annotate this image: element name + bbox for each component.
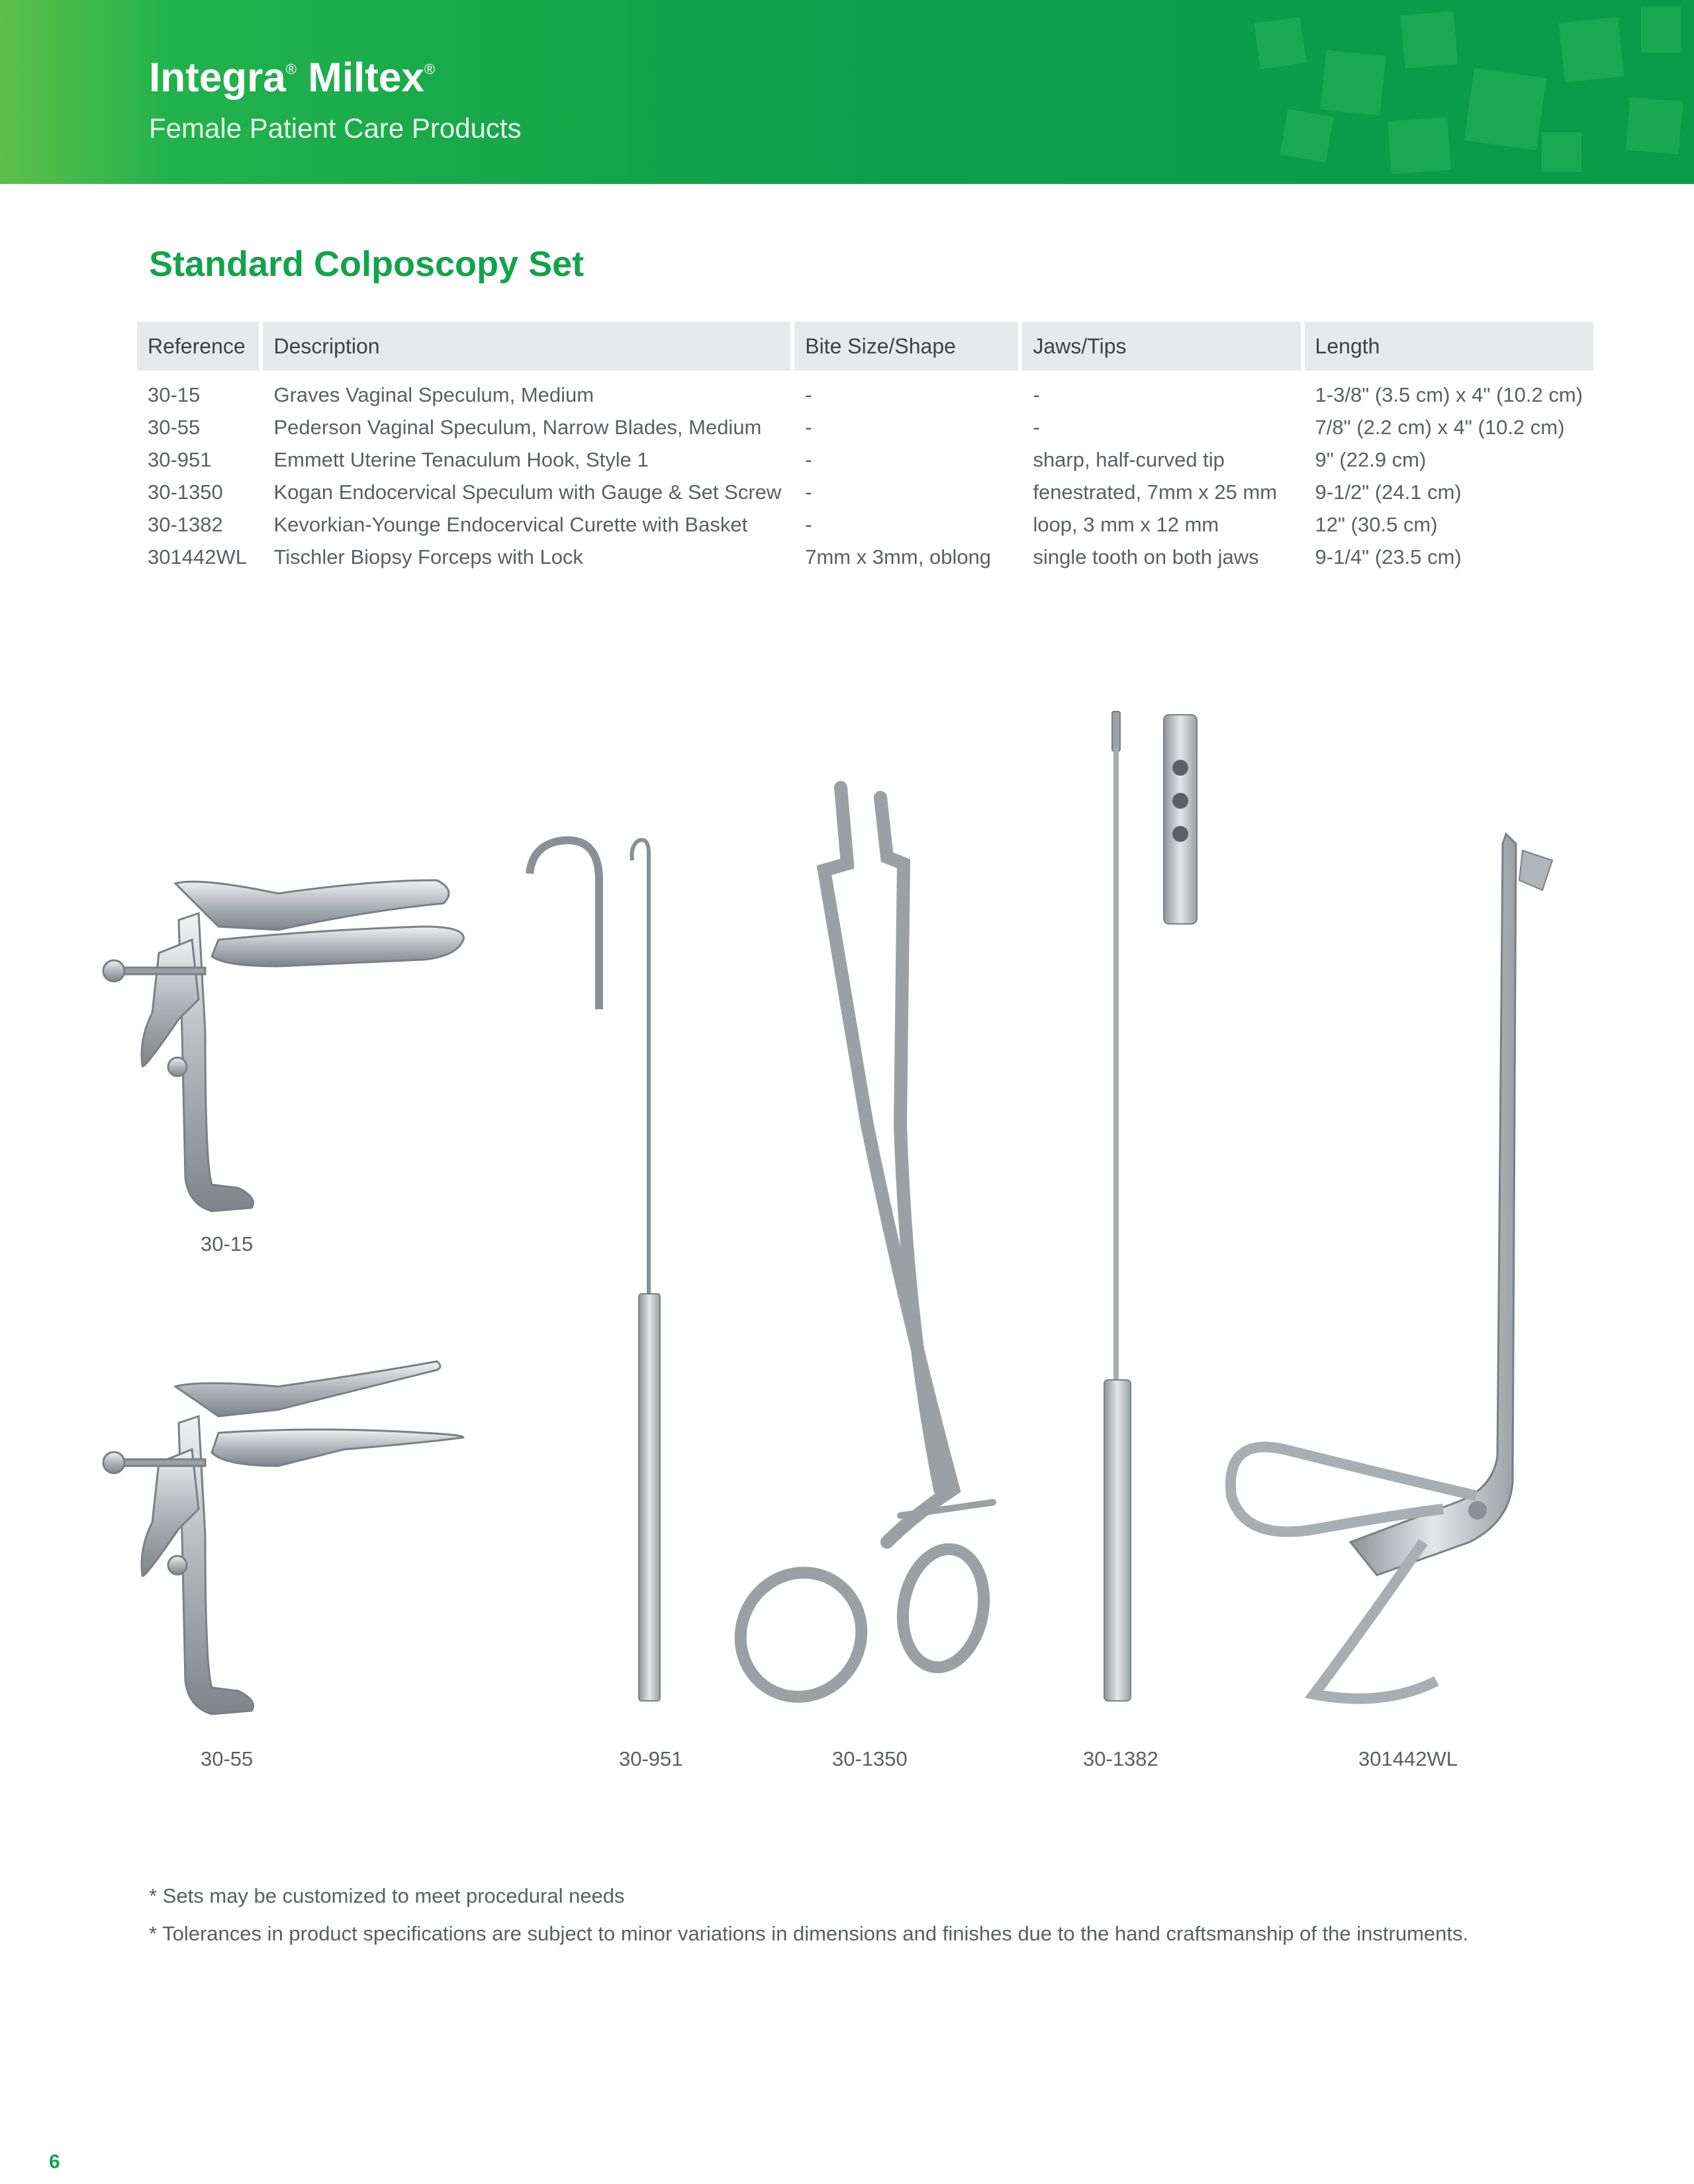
caption-30-1350: 30-1350 xyxy=(832,1747,908,1770)
cell-reference: 30-1382 xyxy=(148,512,223,536)
cell-length: 7/8" (2.2 cm) x 4" (10.2 cm) xyxy=(1315,415,1565,439)
column-header-bite-size: Bite Size/Shape xyxy=(794,322,1022,371)
cell-reference: 30-1350 xyxy=(148,480,223,504)
caption-30-951: 30-951 xyxy=(619,1747,683,1770)
cell-description: Emmett Uterine Tenaculum Hook, Style 1 xyxy=(273,447,649,471)
cell-reference: 30-951 xyxy=(148,447,212,471)
cell-bite-size: - xyxy=(805,415,812,439)
cell-jaws-tips: - xyxy=(1033,415,1040,439)
speculum-30-1350-image xyxy=(718,788,993,1719)
cell-jaws-tips: single tooth on both jaws xyxy=(1033,545,1259,569)
cell-description: Kevorkian-Younge Endocervical Curette with Basket xyxy=(273,512,748,536)
cell-description: Graves Vaginal Speculum, Medium xyxy=(273,383,594,406)
cell-bite-size: 7mm x 3mm, oblong xyxy=(805,545,992,569)
cell-length: 9-1/4" (23.5 cm) xyxy=(1315,545,1462,569)
tenaculum-30-951-image xyxy=(632,840,660,1701)
brand-logo: Integra® Miltex® xyxy=(149,55,436,101)
speculum-30-15-image xyxy=(103,880,463,1211)
section-title: Standard Colposcopy Set xyxy=(149,244,585,284)
forceps-301442WL-image xyxy=(1231,834,1552,1699)
cell-bite-size: - xyxy=(805,480,812,504)
cell-reference: 30-55 xyxy=(148,415,201,439)
cell-reference: 30-15 xyxy=(148,383,201,406)
page-number: 6 xyxy=(49,2151,60,2173)
cell-description: Kogan Endocervical Speculum with Gauge & Set Screw xyxy=(273,480,782,504)
column-header-length: Length xyxy=(1305,322,1593,371)
tenaculum-hook-detail-image xyxy=(530,841,599,1009)
column-header-jaws-tips: Jaws/Tips xyxy=(1022,322,1304,371)
cell-length: 1-3/8" (3.5 cm) x 4" (10.2 cm) xyxy=(1315,383,1583,406)
cell-jaws-tips: loop, 3 mm x 12 mm xyxy=(1033,512,1219,536)
header-subtitle: Female Patient Care Products xyxy=(149,113,522,144)
cell-jaws-tips: - xyxy=(1033,383,1040,406)
cell-length: 12" (30.5 cm) xyxy=(1315,512,1438,536)
cell-bite-size: - xyxy=(805,383,812,406)
footnote-tolerances: * Tolerances in product specifications are subject to minor variations in dimensions and finishes due to the hand craftsmanship of the instruments. xyxy=(149,1922,1469,1945)
cell-length: 9-1/2" (24.1 cm) xyxy=(1315,480,1462,504)
curette-30-1382-image xyxy=(1104,711,1131,1701)
caption-30-55: 30-55 xyxy=(201,1747,254,1770)
cell-reference: 301442WL xyxy=(148,545,247,569)
caption-301442WL: 301442WL xyxy=(1358,1747,1458,1770)
cell-bite-size: - xyxy=(805,512,812,536)
cell-bite-size: - xyxy=(805,447,812,471)
cell-length: 9" (22.9 cm) xyxy=(1315,447,1427,471)
column-header-reference: Reference xyxy=(137,322,263,371)
footnote-customization: * Sets may be customized to meet procedural needs xyxy=(149,1884,625,1907)
speculum-30-55-image xyxy=(103,1361,463,1714)
caption-30-1382: 30-1382 xyxy=(1083,1747,1158,1770)
column-header-description: Description xyxy=(263,322,794,371)
curette-basket-detail-image xyxy=(1164,715,1197,924)
cell-description: Tischler Biopsy Forceps with Lock xyxy=(273,545,583,569)
caption-30-15: 30-15 xyxy=(201,1232,254,1255)
cell-jaws-tips: sharp, half-curved tip xyxy=(1033,447,1225,471)
cell-description: Pederson Vaginal Speculum, Narrow Blades, Medium xyxy=(273,415,762,439)
cell-jaws-tips: fenestrated, 7mm x 25 mm xyxy=(1033,480,1278,504)
